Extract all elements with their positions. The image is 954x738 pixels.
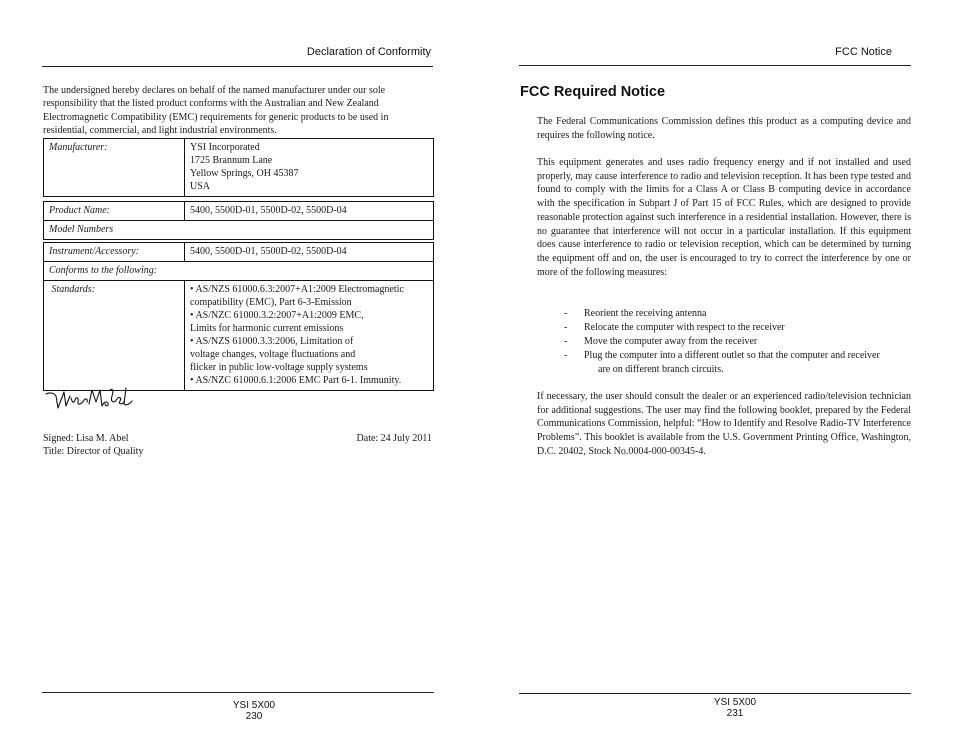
list-item-continuation: are on different branch circuits. xyxy=(598,363,724,375)
manufacturer-line: Yellow Springs, OH 45387 xyxy=(190,168,299,179)
instrument-label: Instrument/Accessory: xyxy=(44,243,185,262)
conforms-label: Conforms to the following: xyxy=(44,262,434,281)
header-rule xyxy=(42,66,433,67)
standard-line: • AS/NZC 61000.3.2:2007+A1:2009 EMC, xyxy=(190,310,364,321)
list-item: - Reorient the receiving antenna xyxy=(564,308,707,319)
instrument-value: 5400, 5500D-01, 5500D-02, 5500D-04 xyxy=(185,243,434,262)
product-name-label: Product Name: xyxy=(44,202,185,221)
conformity-table xyxy=(43,138,434,391)
declaration-intro: The undersigned hereby declares on behalf of the named manufacturer under our sole responsibility that the listed product conforms with the Australian and New Zealand Electromagnetic Compatibility (EMC) requirements for generic products to be used in residential, commercial, and light industrial environments. xyxy=(43,85,389,136)
model-numbers-label: Model Numbers xyxy=(44,221,434,240)
manufacturer-line: 1725 Brannum Lane xyxy=(190,155,273,166)
handwritten-signature xyxy=(44,384,136,418)
table-row xyxy=(44,281,434,391)
table-row xyxy=(44,139,434,197)
table-row xyxy=(44,243,434,262)
right-page xyxy=(477,0,954,738)
list-item: - Move the computer away from the receiver xyxy=(564,335,758,347)
section-heading: FCC Required Notice xyxy=(520,84,666,100)
page-footer xyxy=(204,700,304,722)
page-footer xyxy=(685,697,785,719)
standard-line: voltage changes, voltage fluctuations and xyxy=(190,349,356,360)
table-row xyxy=(44,262,434,281)
footer-rule xyxy=(519,693,911,694)
signer-title: Title: Director of Quality xyxy=(43,446,144,457)
footer-rule xyxy=(42,692,434,693)
list-item: - Plug the computer into a different outlet so that the computer and receiver are on different branch circuits. xyxy=(564,349,880,375)
signed-by: Signed: Lisa M. Abel xyxy=(43,433,129,444)
standard-line: • AS/NZS 61000.3.3:2006, Limitation of xyxy=(190,336,354,347)
standard-line: • AS/NZS 61000.6.3:2007+A1:2009 Electromagnetic xyxy=(190,284,404,295)
table-row xyxy=(44,202,434,221)
standards-value xyxy=(185,281,434,391)
manufacturer-value xyxy=(185,139,434,197)
table-row xyxy=(44,221,434,240)
fcc-paragraph-3: If necessary, the user should consult the dealer or an experienced radio/television technician for additional suggestions. The user may find the following booklet, prepared by the Federal Communications Commission, helpful: “How to Identify and Resolve Radio-TV Interference Problems”. This booklet is available from the U.S. Government Printing Office, Washington, D.C. 20402, Stock No.0004-000-00345-4. xyxy=(537,391,911,457)
manufacturer-line: YSI Incorporated xyxy=(190,142,260,153)
measures-list xyxy=(537,307,912,377)
standard-line: flicker in public low-voltage supply systems xyxy=(190,362,368,373)
running-head: Declaration of Conformity xyxy=(306,46,431,58)
standards-label xyxy=(44,281,185,391)
manufacturer-line: USA xyxy=(190,181,211,192)
standard-line: compatibility (EMC), Part 6-3-Emission xyxy=(190,297,352,308)
fcc-paragraph-2: This equipment generates and uses radio frequency energy and if not installed and used properly, may cause interference to radio and television reception. It has been type tested and found to comply with the limits for a Class A or Class B computing device in accordance with the specification in Subpart J of Part 15 of FCC Rules, which are designed to provide reasonable protection against such interference in a residential installation. However, there is no guarantee that interference will not occur in a particular installation. If this equipment does cause interference to radio or television reception, which can be determined by turning the equipment off and on, the user is encouraged to try to correct the interference by one or more of the following measures: xyxy=(537,157,911,278)
fcc-paragraph-1: The Federal Communications Commission defines this product as a computing device and requires the following notice. xyxy=(537,116,911,141)
page-number: 230 xyxy=(245,711,263,722)
standard-line: • AS/NZC 61000.6.1:2006 EMC Part 6-1. Immunity. xyxy=(190,375,402,386)
page-number: 231 xyxy=(726,708,744,719)
running-head: FCC Notice xyxy=(835,46,892,58)
manufacturer-label: Manufacturer: xyxy=(44,139,185,197)
footer-product: YSI 5X00 xyxy=(232,700,276,711)
list-item: - Relocate the computer with respect to the receiver xyxy=(564,321,785,333)
footer-product: YSI 5X00 xyxy=(713,697,757,708)
product-name-value: 5400, 5500D-01, 5500D-02, 5500D-04 xyxy=(185,202,434,221)
header-rule xyxy=(519,65,911,66)
signature-date: Date: 24 July 2011 xyxy=(356,433,432,444)
standard-line: Limits for harmonic current emissions xyxy=(190,323,344,334)
signature-block xyxy=(43,432,432,458)
standards-label-text: Standards: xyxy=(51,284,96,295)
